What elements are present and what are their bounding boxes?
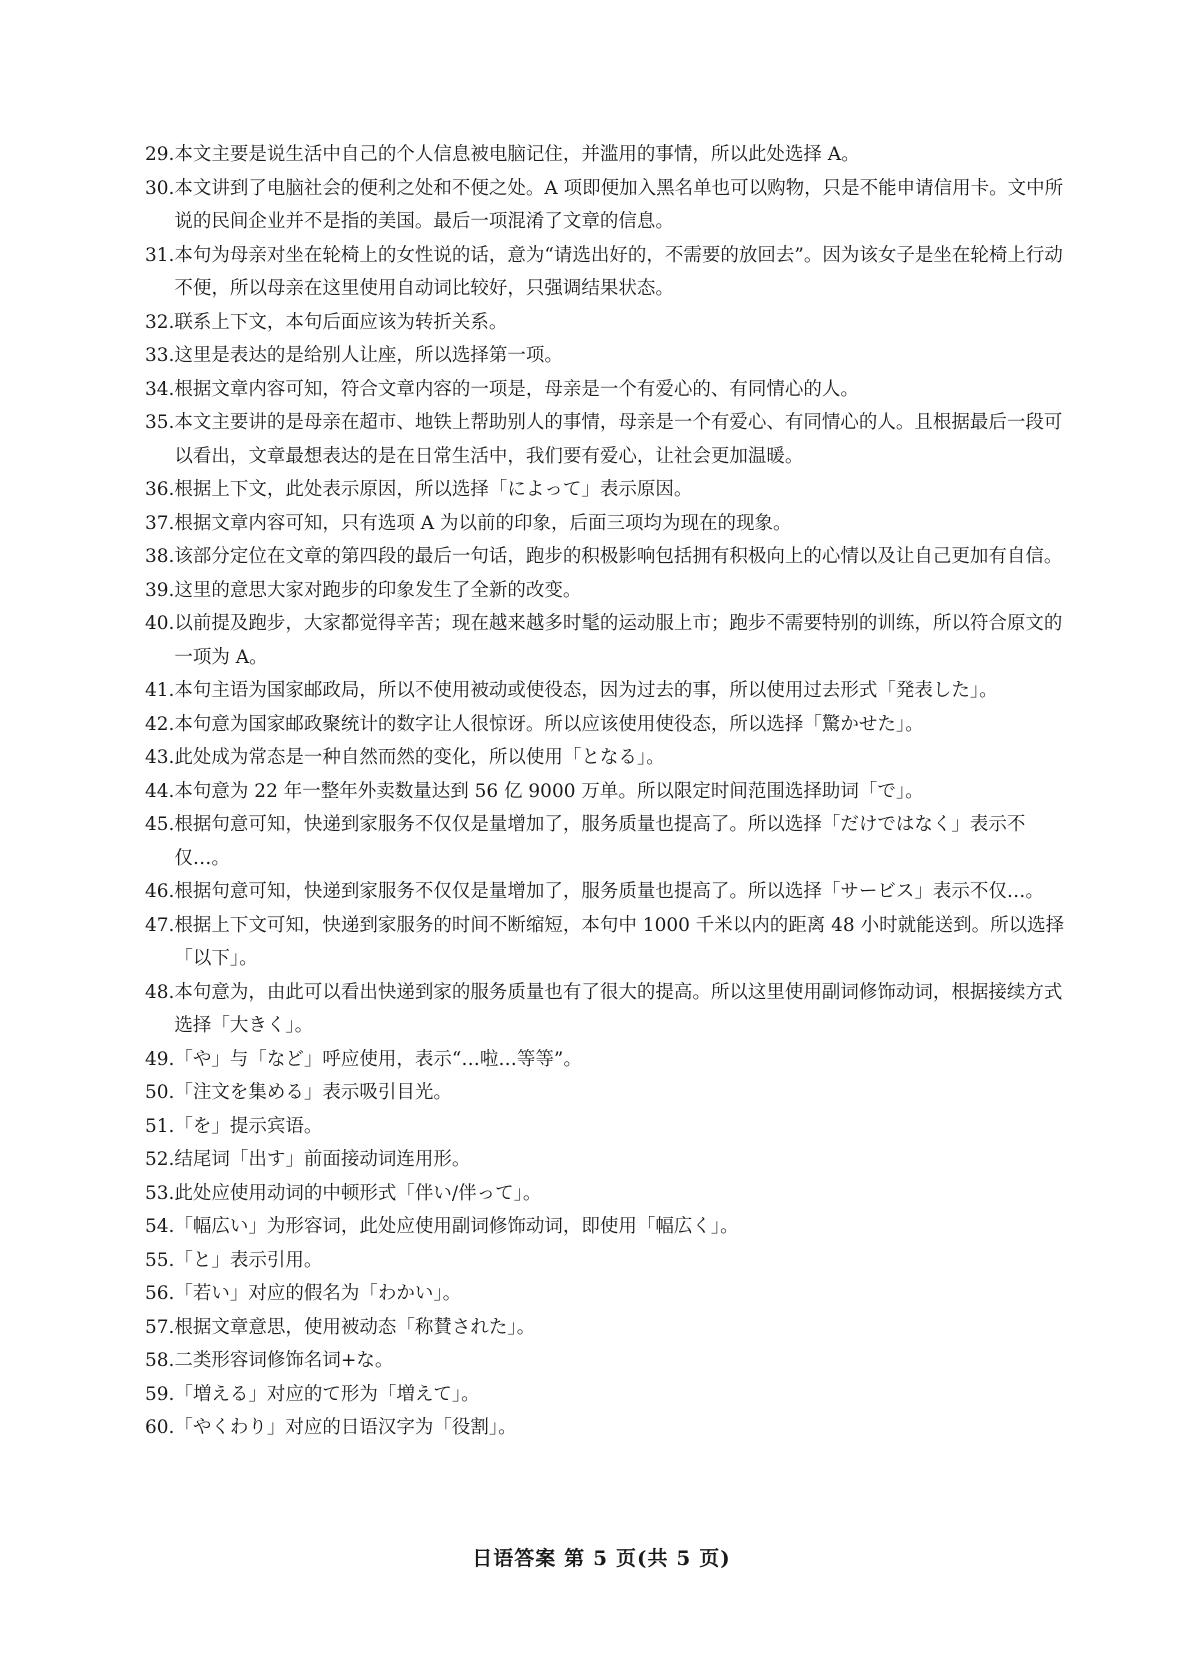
answer-item — [145, 708, 1065, 742]
answer-item — [145, 1344, 1065, 1378]
answer-item — [145, 507, 1065, 541]
answer-number: 53. — [145, 1182, 175, 1204]
answer-number: 41. — [145, 680, 175, 701]
answer-text: 根据文章意思，使用被动态「称賛された」。 — [174, 1316, 536, 1338]
answer-text: 本句意为，由此可以看出快递到家的服务质量也有了很大的提高。所以这里使用副词修饰动词，根据接续方式选择「大きく」。 — [174, 981, 1063, 1036]
answer-text: 此处应使用动词的中顿形式「伴い/伴って」。 — [174, 1182, 542, 1204]
answer-text: 「や」与「など」呼应使用，表示“…啦…等等”。 — [174, 1048, 582, 1070]
answer-text: 「増える」对应的て形为「増えて」。 — [174, 1383, 480, 1405]
answer-text: 二类形容词修饰名词+な。 — [174, 1350, 394, 1371]
answer-item — [145, 406, 1065, 473]
answer-item — [145, 875, 1065, 909]
answer-number: 46. — [145, 881, 175, 902]
answer-item — [145, 1043, 1065, 1077]
answer-number: 36. — [145, 479, 175, 500]
answer-text: 「やくわり」对应的日语汉字为「役割」。 — [174, 1417, 517, 1438]
answer-text: 此处成为常态是一种自然而然的变化，所以使用「となる」。 — [174, 747, 665, 768]
answer-number: 35. — [145, 412, 175, 433]
answer-item — [145, 1110, 1065, 1144]
answer-item — [145, 976, 1065, 1043]
answer-text: 「注文を集める」表示吸引目光。 — [174, 1082, 452, 1103]
answer-text: 「幅広い」为形容词，此处应使用副词修饰动词，即使用「幅広く」。 — [174, 1216, 739, 1237]
answer-item — [145, 1177, 1065, 1211]
answer-item — [145, 1210, 1065, 1244]
answer-number: 43. — [145, 747, 175, 768]
answer-text: 以前提及跑步，大家都觉得辛苦；现在越来越多时髦的运动服上市；跑步不需要特别的训练，所以符合原文的一项为 A。 — [174, 613, 1063, 668]
answer-number: 29. — [145, 144, 175, 165]
answer-number: 60. — [145, 1417, 175, 1438]
answer-item — [145, 674, 1065, 708]
answer-text: 本句为母亲对坐在轮椅上的女性说的话，意为“请选出好的，不需要的放回去”。因为该女子是坐在轮椅上行动不便，所以母亲在这里使用自动词比较好，只强调结果状态。 — [174, 244, 1063, 299]
answer-text: 根据文章内容可知，符合文章内容的一项是，母亲是一个有爱心的、有同情心的人。 — [174, 378, 859, 400]
answer-number: 58. — [145, 1350, 175, 1371]
answer-number: 40. — [145, 613, 175, 634]
answer-text: 本文讲到了电脑社会的便利之处和不便之处。A 项即便加入黑名单也可以购物，只是不能申请信用卡。文中所说的民间企业并不是指的美国。最后一项混淆了文章的信息。 — [174, 177, 1064, 232]
answer-text: 根据句意可知，快递到家服务不仅仅是量增加了，服务质量也提高了。所以选择「サービス」表示不仅…。 — [174, 881, 1044, 902]
answer-text: 根据文章内容可知，只有选项 A 为以前的印象，后面三项均为现在的现象。 — [174, 512, 792, 534]
answer-number: 32. — [145, 311, 175, 333]
answer-number: 47. — [145, 914, 175, 936]
answer-number: 48. — [145, 981, 175, 1003]
answer-text: 联系上下文，本句后面应该为转折关系。 — [174, 311, 508, 333]
answer-number: 55. — [145, 1249, 175, 1271]
answer-item — [145, 1378, 1065, 1412]
answer-number: 54. — [145, 1216, 175, 1237]
answer-item — [145, 239, 1065, 306]
answer-number: 38. — [145, 546, 175, 567]
answer-number: 52. — [145, 1149, 175, 1170]
answer-number: 50. — [145, 1082, 175, 1103]
answer-text: 「と」表示引用。 — [174, 1249, 323, 1271]
answer-item — [145, 808, 1065, 875]
answer-number: 42. — [145, 713, 175, 735]
answer-item — [145, 574, 1065, 608]
answer-text: 本文主要讲的是母亲在超市、地铁上帮助别人的事情，母亲是一个有爱心、有同情心的人。且根据最后一段可以看出，文章最想表达的是在日常生活中，我们要有爱心，让社会更加温暖。 — [174, 412, 1063, 467]
answer-number: 57. — [145, 1316, 175, 1338]
answer-list — [145, 138, 1065, 1445]
answer-text: 这里是表达的是给别人让座，所以选择第一项。 — [174, 345, 563, 366]
answer-number: 59. — [145, 1383, 175, 1405]
answer-item — [145, 540, 1065, 574]
answer-item — [145, 138, 1065, 172]
answer-item — [145, 1244, 1065, 1278]
answer-item — [145, 1143, 1065, 1177]
answer-number: 37. — [145, 512, 175, 534]
answer-number: 44. — [145, 780, 175, 802]
answer-item — [145, 339, 1065, 373]
answer-item — [145, 775, 1065, 809]
answer-text: 「若い」对应的假名为「わかい」。 — [174, 1283, 462, 1304]
answer-number: 45. — [145, 814, 175, 835]
answer-text: 本文主要是说生活中自己的个人信息被电脑记住，并滥用的事情，所以此处选择 A。 — [174, 144, 860, 165]
answer-text: 「を」提示宾语。 — [174, 1115, 323, 1137]
answer-text: 该部分定位在文章的第四段的最后一句话，跑步的积极影响包括拥有积极向上的心情以及让自己更加有自信。 — [174, 546, 1063, 567]
answer-number: 31. — [145, 244, 175, 266]
page-footer: 日语答案 第 5 页(共 5 页) — [472, 1546, 731, 1570]
answer-text: 根据上下文可知，快递到家服务的时间不断缩短，本句中 1000 千米以内的距离 48 小时就能送到。所以选择「以下」。 — [174, 914, 1065, 969]
answer-item — [145, 306, 1065, 340]
answer-item — [145, 607, 1065, 674]
answer-text: 本句主语为国家邮政局，所以不使用被动或使役态，因为过去的事，所以使用过去形式「発表した」。 — [174, 680, 998, 701]
answer-text: 本句意为国家邮政聚统计的数字让人很惊讶。所以应该使用使役态，所以选择「驚かせた」。 — [174, 713, 924, 735]
answer-text: 本句意为 22 年一整年外卖数量达到 56 亿 9000 万单。所以限定时间范围选择助词「で」。 — [174, 780, 924, 802]
answer-number: 33. — [145, 345, 175, 366]
answer-number: 56. — [145, 1283, 175, 1304]
answer-item — [145, 1076, 1065, 1110]
answer-item — [145, 909, 1065, 976]
answer-item — [145, 741, 1065, 775]
answer-number: 49. — [145, 1048, 175, 1070]
answer-item — [145, 373, 1065, 407]
answer-item — [145, 1311, 1065, 1345]
answer-item — [145, 1411, 1065, 1445]
answer-text: 根据上下文，此处表示原因，所以选择「によって」表示原因。 — [174, 479, 693, 500]
answer-number: 39. — [145, 579, 175, 601]
answer-number: 34. — [145, 378, 175, 400]
answer-number: 30. — [145, 177, 175, 199]
answer-item — [145, 473, 1065, 507]
answer-item — [145, 1277, 1065, 1311]
answer-text: 这里的意思大家对跑步的印象发生了全新的改变。 — [174, 579, 582, 601]
answer-text: 根据句意可知，快递到家服务不仅仅是量增加了，服务质量也提高了。所以选择「だけではなく」表示不仅…。 — [174, 814, 1026, 869]
answer-number: 51. — [145, 1115, 175, 1137]
answer-item — [145, 172, 1065, 239]
answer-text: 结尾词「出す」前面接动词连用形。 — [174, 1149, 471, 1170]
